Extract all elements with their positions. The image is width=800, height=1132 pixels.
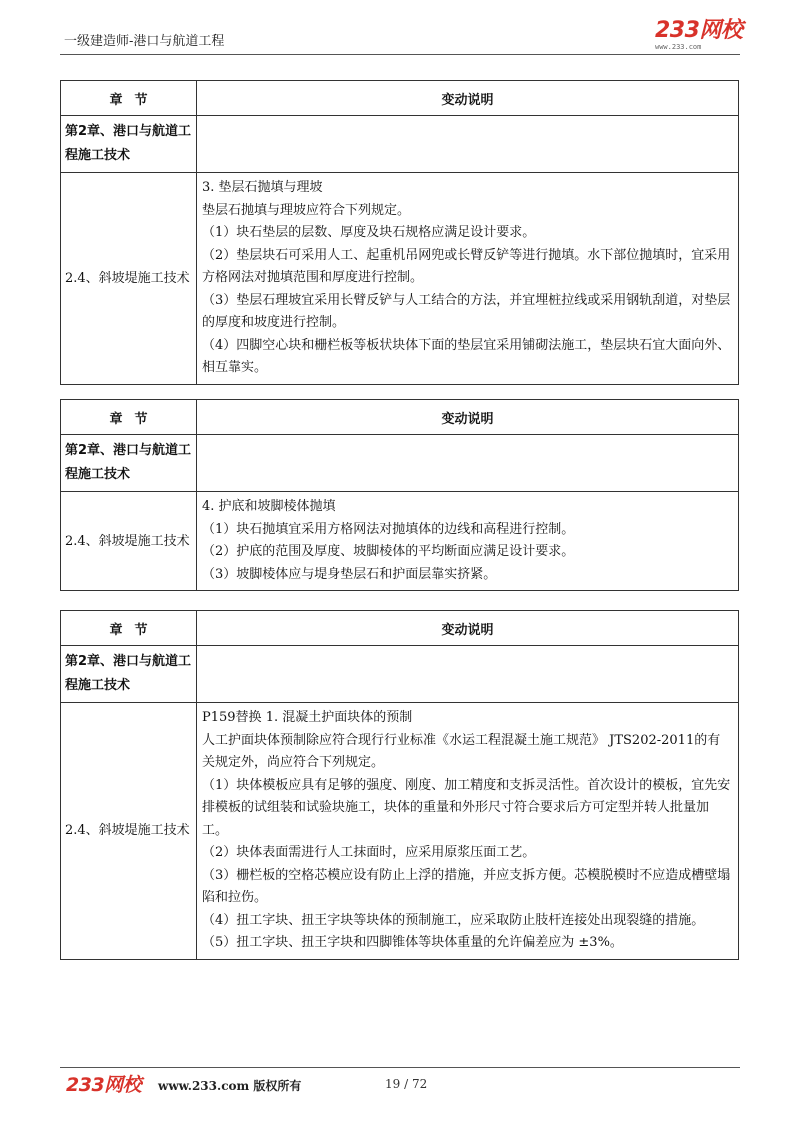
change-table-1 — [60, 80, 739, 385]
footer-brand-logo[interactable] — [66, 1076, 141, 1095]
table-header-row — [61, 611, 739, 646]
brand-logo[interactable] — [655, 20, 742, 51]
chapter-cell: 第2章、港口与航道工程施工技术 — [61, 116, 197, 173]
header-divider — [60, 54, 740, 55]
content-line: （4）扭工字块、扭王字块等块体的预制施工，应采取防止肢杆连接处出现裂缝的措施。 — [202, 912, 705, 928]
description-cell — [197, 173, 739, 385]
table-row — [61, 703, 739, 960]
table-header-row — [61, 81, 739, 116]
section-cell: 2.4、斜坡堤施工技术 — [61, 703, 197, 960]
table-row — [61, 492, 739, 591]
column-header-chapter: 章节 — [61, 400, 197, 435]
footer-logo-text: 233网校 — [66, 1074, 142, 1096]
chapter-row — [61, 646, 739, 703]
page-number: 19 / 72 — [385, 1077, 428, 1091]
description-cell — [197, 703, 739, 960]
chapter-row — [61, 435, 739, 492]
content-line: （1）块体模板应具有足够的强度、刚度、加工精度和支拆灵活性。首次设计的模板，宜先安排模板的试组装和试验块施工，块体的重量和外形尺寸符合要求后方可定型并转人批量加工。 — [202, 777, 731, 838]
content-line: （2）块体表面需进行人工抹面时，应采用原浆压面工艺。 — [202, 845, 536, 860]
chapter-row — [61, 116, 739, 173]
content-line: （3）坡脚棱体应与堤身垫层石和护面层靠实挤紧。 — [202, 566, 497, 582]
section-cell: 2.4、斜坡堤施工技术 — [61, 173, 197, 385]
content-line: 3. 垫层石抛填与理坡 — [202, 180, 323, 195]
table-header-row — [61, 400, 739, 435]
column-header-description: 变动说明 — [197, 400, 739, 435]
empty-cell — [197, 646, 739, 703]
empty-cell — [197, 116, 739, 173]
change-table-2 — [60, 399, 739, 591]
content-line: （2）护底的范围及厚度、坡脚棱体的平均断面应满足设计要求。 — [202, 544, 575, 559]
chapter-cell: 第2章、港口与航道工程施工技术 — [61, 435, 197, 492]
content-line: P159替换 1. 混凝土护面块体的预制 — [202, 710, 413, 725]
column-header-chapter: 章节 — [61, 81, 197, 116]
column-header-chapter: 章节 — [61, 611, 197, 646]
content-line: （3）垫层石理坡宜采用长臂反铲与人工结合的方法，并宜埋桩拉线或采用钢轨刮道，对垫层的厚度和坡度进行控制。 — [202, 292, 731, 330]
footer-copyright: www.233.com 版权所有 — [158, 1079, 302, 1093]
content-line: 人工护面块体预制除应符合现行行业标准《水运工程混凝土施工规范》 JTS202-2011的有关规定外，尚应符合下列规定。 — [202, 732, 721, 770]
logo-url: www.233.com — [655, 43, 702, 51]
content-line: （2）垫层块石可采用人工、起重机吊网兜或长臂反铲等进行抛填。水下部位抛填时，宜采用方格网法对抛填范围和厚度进行控制。 — [202, 247, 731, 285]
change-table-3 — [60, 610, 739, 960]
column-header-description: 变动说明 — [197, 611, 739, 646]
section-cell: 2.4、斜坡堤施工技术 — [61, 492, 197, 591]
footer-divider — [60, 1067, 740, 1068]
document-header-title: 一级建造师-港口与航道工程 — [64, 34, 225, 49]
table-row — [61, 173, 739, 385]
empty-cell — [197, 435, 739, 492]
content-line: （1）块石垫层的层数、厚度及块石规格应满足设计要求。 — [202, 225, 536, 240]
content-line: （1）块石抛填宜采用方格网法对抛填体的边线和高程进行控制。 — [202, 521, 575, 537]
content-line: （5）扭工字块、扭王字块和四脚锥体等块体重量的允许偏差应为 ±3%。 — [202, 935, 623, 950]
content-line: （4）四脚空心块和栅栏板等板状块体下面的垫层宜采用铺砌法施工，垫层块石宜大面向外、相互靠实。 — [202, 337, 731, 375]
content-line: 垫层石抛填与理坡应符合下列规定。 — [202, 202, 411, 218]
content-line: （3）栅栏板的空格芯模应设有防止上浮的措施，并应支拆方便。芯模脱模时不应造成槽壁塌陷和拉伤。 — [202, 867, 731, 905]
description-cell — [197, 492, 739, 591]
column-header-description: 变动说明 — [197, 81, 739, 116]
logo-text: 233网校 — [655, 18, 743, 43]
chapter-cell: 第2章、港口与航道工程施工技术 — [61, 646, 197, 703]
content-line: 4. 护底和坡脚棱体抛填 — [202, 499, 336, 514]
